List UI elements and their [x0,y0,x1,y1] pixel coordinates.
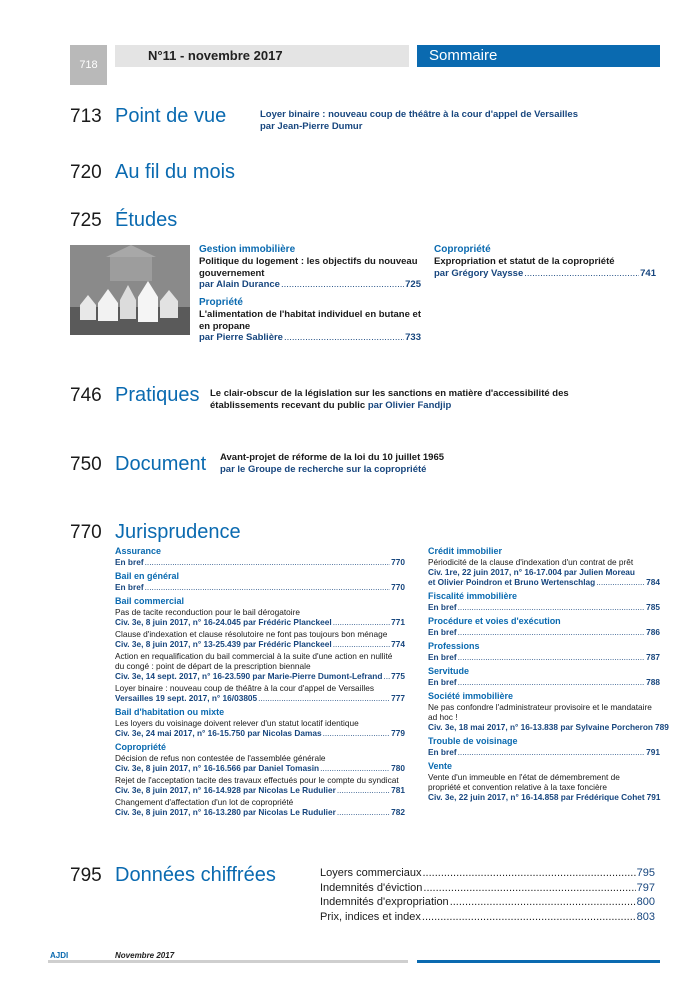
category-label: Bail en général [115,571,180,581]
toc-entry[interactable]: Ne pas confondre l'administrateur provisoire et le mandataire ad hoc ! Civ. 3e, 18 mai 2017, n° 16-13.838 par Sylvaine Porcheron 789 [428,702,669,732]
category-label: Fiscalité immobilière [428,591,518,601]
etudes-propriete[interactable] [199,296,421,344]
article-author: par Olivier Fandjip [367,399,452,411]
toc-entry[interactable]: Rejet de l'acceptation tacite des travaux effectués pour le compte du syndicat Civ. 3e, 8 juin 2017, n° 16-14.928 par Nicolas Le Rudulier ..... 781 [115,775,405,795]
section-number: 770 [70,522,102,543]
section-number: 725 [70,210,102,231]
article-title: Politique du logement : les objectifs du nouveau gouvernement [199,256,418,279]
section-number: 795 [70,865,102,886]
category-label: Société immobilière [428,691,514,701]
toc-entry[interactable]: Clause d'indexation et clause résolutoire ne font pas toujours bon ménage Civ. 3e, 8 juin 2017, n° 13-25.439 par Frédéric Planckeel ..... 774 [115,629,405,649]
article-title-cont: établissements recevant du public [210,399,368,411]
toc-entry[interactable]: En bref ..... 791 [428,747,660,757]
toc-entry[interactable]: En bref ..... 770 [115,582,405,592]
toc-entry[interactable]: En bref ..... 787 [428,652,660,662]
issue-bar: N°11 - novembre 2017 [115,45,409,67]
category-label: Copropriété [434,244,491,255]
article-author: par le Groupe de recherche sur la copropriété [220,463,427,475]
etudes-gestion[interactable] [199,243,421,291]
toc-entry[interactable]: En bref ..... 786 [428,627,660,637]
section-heading: Jurisprudence [115,521,241,543]
category-label: Propriété [199,297,243,308]
category-label: Crédit immobilier [428,546,503,556]
section-heading[interactable]: Au fil du mois [115,161,236,183]
pratiques-article[interactable] [210,388,660,411]
toc-entry[interactable]: En bref ..... 785 [428,602,660,612]
toc-entry[interactable]: Décision de refus non contestée de l'assemblée générale Civ. 3e, 8 juin 2017, n° 16-16.566 par Daniel Tomasin ..... 780 [115,753,405,773]
footer-journal: AJDI [50,951,69,960]
jurisprudence-left-column [115,546,405,819]
article-title: Expropriation et statut de la copropriété [434,256,615,267]
section-heading: Données chiffrées [115,864,276,886]
section-number: 713 [70,106,102,127]
category-label: Bail commercial [115,596,185,606]
article-title: Avant-projet de réforme de la loi du 10 juillet 1965 [220,452,445,463]
toc-entry[interactable]: En bref ..... 788 [428,677,660,687]
article-byline: par Alain Durance ..... 725 [199,279,421,291]
jurisprudence-right-column [428,546,669,804]
category-label: Bail d'habitation ou mixte [115,707,225,717]
category-label: Trouble de voisinage [428,736,518,746]
footer-divider-right [417,960,660,963]
donnees-list [320,866,655,924]
article-author: par Jean-Pierre Dumur [260,120,363,132]
toc-entry[interactable]: Loyer binaire : nouveau coup de théâtre à la cour d'appel de Versailles Versailles 19 sept. 2017, n° 16/03805 ..... 777 [115,683,405,703]
section-heading: Document [115,453,207,475]
section-title: Sommaire [417,45,660,67]
article-title: Le clair-obscur de la législation sur les sanctions en matière d'accessibilité des [210,388,569,399]
etudes-photo [70,245,190,335]
document-article[interactable] [220,452,660,475]
category-label: Gestion immobilière [199,244,296,255]
toc-entry[interactable]: Indemnités d'expropriation ..... 800 [320,895,655,910]
footer-divider-left [48,960,408,963]
toc-entry[interactable]: Les loyers du voisinage doivent relever d'un statut locatif identique Civ. 3e, 24 mai 2017, n° 16-15.750 par Nicolas Damas ..... 779 [115,718,405,738]
section-number: 720 [70,162,102,183]
toc-entry[interactable]: Loyers commerciaux ..... 795 [320,866,655,881]
toc-entry[interactable]: Indemnités d'éviction ..... 797 [320,881,655,896]
toc-entry[interactable]: En bref ..... 770 [115,557,405,567]
toc-entry[interactable]: Prix, indices et index ..... 803 [320,910,655,925]
footer-date: Novembre 2017 [115,951,175,960]
article-title: Loyer binaire : nouveau coup de théâtre à la cour d'appel de Versailles [260,109,578,120]
section-heading: Point de vue [115,105,227,127]
category-label: Assurance [115,546,162,556]
toc-entry[interactable]: Périodicité de la clause d'indexation d'un contrat de prêt Civ. 1re, 22 juin 2017, n° 16-17.004 par Julien Moreau et Olivier Poindron et Bruno Wertenschlag ..... 784 [428,557,660,587]
toc-entry[interactable]: Action en requalification du bail commercial à la suite d'une action en nullité du congé : point de départ de la prescription biennale Civ. 3e, 14 sept. 2017, n° 16-23.590 par Marie-Pierre Dumont-Lefrand ..... 775 [115,651,405,681]
category-label: Servitude [428,666,470,676]
toc-entry[interactable]: Changement d'affectation d'un lot de copropriété Civ. 3e, 8 juin 2017, n° 16-13.280 par Nicolas Le Rudulier ..... 782 [115,797,405,817]
category-label: Procédure et voies d'exécution [428,616,561,626]
section-heading: Études [115,209,178,231]
article-byline: par Grégory Vaysse ..... 741 [434,268,656,280]
article-byline: par Pierre Sablière ..... 733 [199,332,421,344]
point-de-vue-article[interactable] [260,109,660,132]
page-number: 718 [70,45,107,85]
section-number: 750 [70,454,102,475]
section-number: 746 [70,385,102,406]
category-label: Professions [428,641,480,651]
etudes-copropriete[interactable] [434,243,656,279]
toc-entry[interactable]: Pas de tacite reconduction pour le bail dérogatoire Civ. 3e, 8 juin 2017, n° 16-24.045 par Frédéric Planckeel ..... 771 [115,607,405,627]
paper-houses-image [70,245,190,335]
article-title: L'alimentation de l'habitat individuel en butane et en propane [199,309,421,332]
section-heading: Pratiques [115,384,200,406]
category-label: Copropriété [115,742,167,752]
toc-entry[interactable]: Vente d'un immeuble en l'état de démembrement de propriété et convention relative à la taxe foncière Civ. 3e, 22 juin 2017, n° 16-14.858 par Frédérique Cohet 791 [428,772,661,802]
category-label: Vente [428,761,453,771]
